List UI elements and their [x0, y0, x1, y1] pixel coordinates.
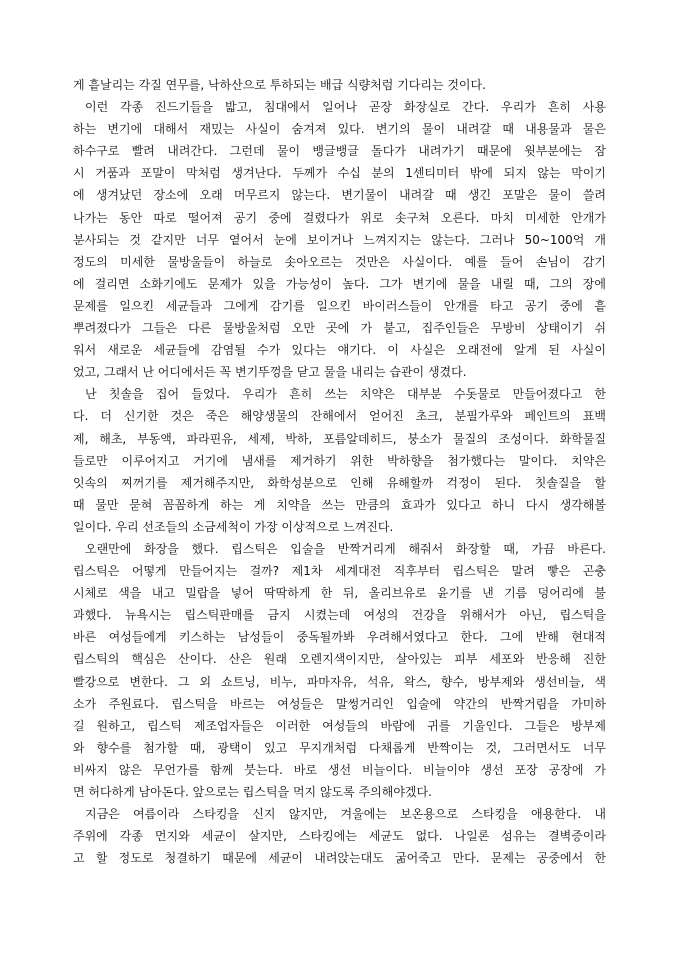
text-line: 나가는 동안 따로 떨어져 공기 중에 걸렸다가 위로 솟구쳐 오른다. 마치 미세한 안개가	[73, 210, 606, 225]
paragraph	[73, 383, 606, 538]
text-line: 다. 더 신기한 것은 죽은 해양생물의 잔해에서 얻어진 초크, 분필가루와 페인트의 표백	[73, 409, 606, 424]
text-line: 난 칫솔을 집어 들었다. 우리가 흔히 쓰는 치약은 대부분 수돗물로 만들어졌다고 한	[85, 387, 606, 402]
text-line: 바른 여성들에게 키스하는 남성들이 중독될까봐 우려해서였다고 한다. 그에 반해 현대적	[73, 630, 606, 645]
text-line: 와 향수를 첨가할 때, 광택이 있고 무지개처럼 다채롭게 반짝이는 것, 그러면서도 너무	[73, 740, 606, 755]
text-line: 제, 해초, 부동액, 파라핀유, 세제, 박하, 포름알데히드, 붕소가 물질의 조성이다. 화학물질	[73, 431, 606, 446]
text-line: 빨강으로 변한다. 그 외 쇼트닝, 비누, 파마자유, 석유, 왁스, 향수, 방부제와 생선비늘, 색	[73, 674, 606, 689]
text-line: 분사되는 것 같지만 너무 옅어서 눈에 보이거나 느껴지지는 않는다. 그러나 50~100억 개	[73, 232, 606, 247]
paragraph	[73, 538, 606, 803]
paragraph	[73, 803, 606, 869]
text-line: 지금은 여름이라 스타킹을 신지 않지만, 겨울에는 보온용으로 스타킹을 애용한다. 내	[85, 807, 606, 822]
text-line: 이런 각종 진드기들을 밟고, 침대에서 일어나 곧장 화장실로 간다. 우리가 흔히 사용	[85, 100, 606, 115]
text-line: 에 생겨났던 장소에 오래 머무르지 않는다. 변기물이 내려갈 때 생긴 포말은 물이 쓸려	[73, 188, 606, 203]
text-line: 뿌려졌다가 그들은 다른 물방울처럼 오만 곳에 가 붙고, 집주인들은 무방비 상태이기 쉬	[73, 321, 606, 336]
text-line: 었고, 그래서 난 어디에서든 꼭 변기뚜껑을 닫고 물을 내리는 습관이 생겼다.	[73, 365, 467, 380]
document-page	[73, 74, 606, 869]
text-line: 에 걸리면 소화기에도 문제가 있을 가능성이 높다. 그가 변기에 물을 내릴 때, 그의 장에	[73, 276, 606, 291]
text-line: 일이다. 우리 선조들의 소금세척이 가장 이상적으로 느껴진다.	[73, 519, 394, 534]
paragraph	[73, 74, 606, 96]
text-line: 문제를 일으킨 세균들과 그에게 감기를 일으킨 바이러스들이 안개를 타고 공기 중에 흩	[73, 298, 606, 313]
text-line: 시체로 색을 내고 밀랍을 넣어 딱딱하게 한 뒤, 올리브유로 윤기를 낸 기름 덩어리에 불	[73, 586, 606, 601]
text-line: 과했다. 뉴욕시는 립스틱판매를 금지 시켰는데 여성의 건강을 위해서가 아닌, 립스틱을	[73, 608, 606, 623]
text-line: 립스틱은 어떻게 만들어지는 걸까? 제1차 세계대전 직후부터 립스틱은 말려 빻은 곤충	[73, 564, 606, 579]
text-line: 하는 변기에 대해서 재밌는 사실이 숨겨져 있다. 변기의 물이 내려갈 때 내용물과 물은	[73, 122, 606, 137]
text-line: 시 거품과 포말이 막처럼 생겨난다. 두께가 수십 분의 1센티미터 밖에 되지 않는 막이기	[73, 166, 606, 181]
text-line: 고 할 정도로 청결하기 때문에 세균이 내려앉는대도 굶어죽고 만다. 문제는 공중에서 한	[73, 851, 606, 866]
text-line: 비싸지 않은 무언가를 함께 붓는다. 바로 생선 비늘이다. 비늘이야 생선 포장 공장에 가	[73, 762, 606, 777]
text-line: 하수구로 빨려 내려간다. 그런데 물이 뱅글뱅글 돌다가 내려가기 때문에 윗부분에는 잠	[73, 144, 606, 159]
text-line: 주위에 각종 먼지와 세균이 살지만, 스타킹에는 세균도 없다. 나일론 섬유는 결벽증이라	[73, 829, 606, 844]
text-line: 워서 새로운 세균들에 감염될 수가 있다는 얘기다. 이 사실은 오래전에 알게 된 사실이	[73, 343, 606, 358]
text-line: 정도의 미세한 물방울들이 하늘로 솟아오르는 것만은 사실이다. 예를 들어 손님이 감기	[73, 254, 606, 269]
paragraph	[73, 96, 606, 383]
text-line: 게 흩날리는 각질 연무를, 낙하산으로 투하되는 배급 식량처럼 기다리는 것이다.	[73, 78, 486, 92]
text-line: 소가 주원료다. 립스틱을 바르는 여성들은 말썽거리인 입술에 약간의 반짝거림을 가미하	[73, 696, 606, 711]
text-line: 면 허다하게 남아돈다. 앞으로는 립스틱을 먹지 않도록 주의해야겠다.	[73, 785, 432, 799]
text-line: 들로만 이루어지고 거기에 냄새를 제거하기 위한 박하향을 첨가했다는 말이다. 치약은	[73, 453, 606, 468]
text-line: 립스틱의 핵심은 산이다. 산은 원래 오렌지색이지만, 살아있는 피부 세포와 반응해 진한	[73, 652, 606, 667]
text-line: 길 원하고, 립스틱 제조업자들은 이러한 여성들의 바람에 귀를 기울인다. 그들은 방부제	[73, 718, 606, 733]
text-line: 잇속의 찌꺼기를 제거해주지만, 화학성분으로 인해 유해할까 걱정이 된다. 칫솔질을 할	[73, 475, 606, 490]
text-line: 오랜만에 화장을 했다. 립스틱은 입술을 반짝거리게 해줘서 화장할 때, 가끔 바른다.	[85, 541, 606, 556]
text-line: 때 물만 묻혀 꼼꼼하게 하는 게 치약을 쓰는 만큼의 효과가 있다고 하니 다시 생각해볼	[73, 497, 606, 512]
